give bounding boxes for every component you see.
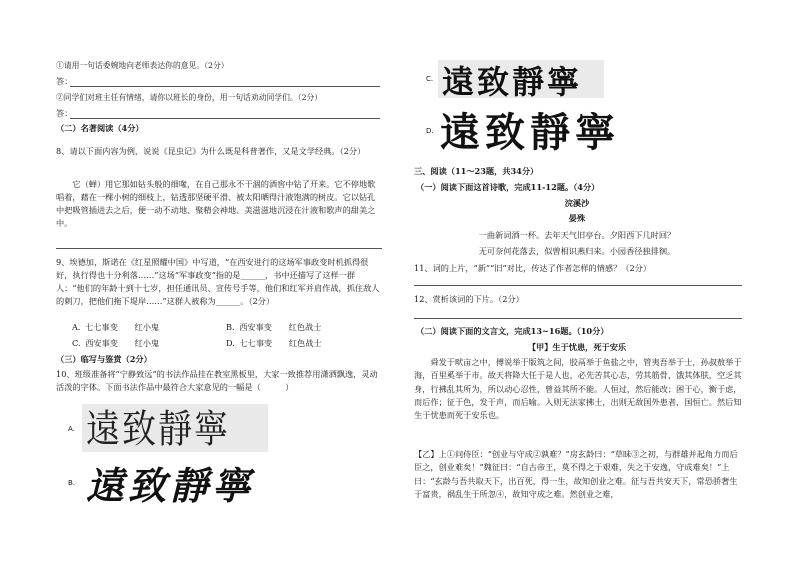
option-c-letter[interactable]: C. <box>426 75 434 83</box>
q9-option-c[interactable]: C. 西安事变 红小鬼 <box>72 338 160 348</box>
answer-line-q12[interactable] <box>414 318 742 319</box>
q9-option-d[interactable]: D. 七七事变 红色战士 <box>226 338 322 348</box>
passage-yi-text: 【乙】上①问侍臣：“创业与守成②孰难？”房玄龄曰：“草昧③之初，与群雄并起角力而后臣之，创业难矣！”魏征曰：“自古帝王，莫不得之于艰难，失之于安逸，守成难矣！”上曰：“玄龄与吾共取天下，出百死，得一生，故知创业之难。征与吾共安天下，常恐骄奢生于富贵，祸乱生于所忽④，故知守成之难。然创业之难， <box>414 449 738 499</box>
poem-line-2: 无可奈何花落去，似曾相识燕归来。小园香径独徘徊。 <box>478 246 676 256</box>
option-a-calligraphy: 遠致靜寧 <box>86 406 230 453</box>
answer-line-q8[interactable] <box>56 248 382 249</box>
section-classics-reading-title: （二）名著阅读（4分） <box>56 123 144 133</box>
option-b-letter[interactable]: B. <box>68 479 76 487</box>
classical-section-title: （二）阅读下面的文言文，完成13~16题。（10分） <box>416 326 609 336</box>
question-invite: ②同学们对班主任有情绪，请你以班长的身份，用一句话劝动同学们。（2分） <box>56 93 323 102</box>
poem-section-title: （一）阅读下面这首诗歌，完成11-12题。（4分） <box>416 182 600 192</box>
answer-line-1[interactable] <box>70 86 380 87</box>
option-c-image[interactable] <box>438 60 604 101</box>
option-c-calligraphy: 遠致靜寧 <box>442 63 583 101</box>
option-b-calligraphy[interactable]: 遠致靜寧 <box>86 463 255 508</box>
poem-line-1: 一曲新词酒一杯。去年天气旧亭台。夕阳西下几时回？ <box>478 230 676 240</box>
answer-label-2: 答： <box>56 108 73 118</box>
q9-option-b[interactable]: B. 西安事变 红色战士 <box>226 322 322 332</box>
option-a-image[interactable] <box>82 404 268 452</box>
passage-jia-title: 【甲】生于忧患，死于安乐 <box>527 342 627 352</box>
question-12: 12、赏析该词的下片。（2分） <box>414 294 524 304</box>
option-d-letter[interactable]: D. <box>426 127 434 135</box>
section-appreciation-title: （三）临写与鉴赏（2分） <box>56 354 152 364</box>
question-8-passage: 它（蝉）用它那如钻头般的细喙，在自己那永不干涸的酒窖中钻了开来。它不停地歌唱着，藉在一棵小树的细枝上，钻透那坚硬平滑、被太阳晒得汁液饱满的树皮。它以钻孔中把吸管插进去之后，便一动不动地、聚精会神地、美滋滋地沉浸在汁液和歌声的甜美之中。 <box>56 179 376 229</box>
question-8: 8、请以下面内容为例，说说《昆虫记》为什么既是科普著作，又是文学经典。（2分） <box>56 146 366 156</box>
answer-label-1: 答： <box>56 76 73 86</box>
question-11: 11、词的上片，“新”“旧”对比，传达了作者怎样的情感？（2分） <box>414 263 652 273</box>
question-suggest: ①请用一句话委婉地向老师表达你的意见。（2分） <box>56 61 229 70</box>
question-9: 9、埃德加，斯诺在《红星照耀中国》中写道，“在西安进行的这场军事政变时机抓得很好，执行得也十分利落……”这场“军事政变”指的是______，书中还描写了这样一群人：“他们的年龄十到十七岁，担任通讯员、宣传号手等，他们和红军并肩作战，抓住敌人的刺刀，把他们拖下堤岸……”这群人被称为______。（2分） <box>56 257 380 307</box>
question-10: 10、班级准备将“宁静致远”的书法作品挂在教室黑板里，大家一致推荐用潇洒飘逸，灵动活泼的字体。下面书法作品中最符合大家意见的一幅是（ ） <box>56 369 378 393</box>
option-d-calligraphy[interactable]: 遠致靜寧 <box>440 109 620 156</box>
option-a-letter[interactable]: A. <box>68 425 75 433</box>
section-3-title: 三、阅读（11～23题，共34分） <box>414 166 539 176</box>
passage-jia-text: 舜发于畎亩之中，傅说举于版筑之间，胶鬲举于鱼盐之中，管夷吾举于士，孙叔敖举于海，百里奚举于市。故天将降大任于是人也，必先苦其心志，劳其筋骨，饿其体肤，空乏其身，行拂乱其所为，所以动心忍性，曾益其所不能。人恒过，然后能改；困于心，衡于虑，而后作；征于色，发于声，而后喻。入则无法家拂士，出则无敌国外患者，国恒亡。然后知生于忧患而死于安乐也。 <box>414 357 742 421</box>
poem-title: 浣溪沙 <box>564 198 590 208</box>
answer-line-2[interactable] <box>70 118 380 119</box>
poem-author: 晏殊 <box>568 213 586 223</box>
q9-option-a[interactable]: A. 七七事变 红小鬼 <box>72 322 160 332</box>
answer-line-q11[interactable] <box>414 285 742 286</box>
